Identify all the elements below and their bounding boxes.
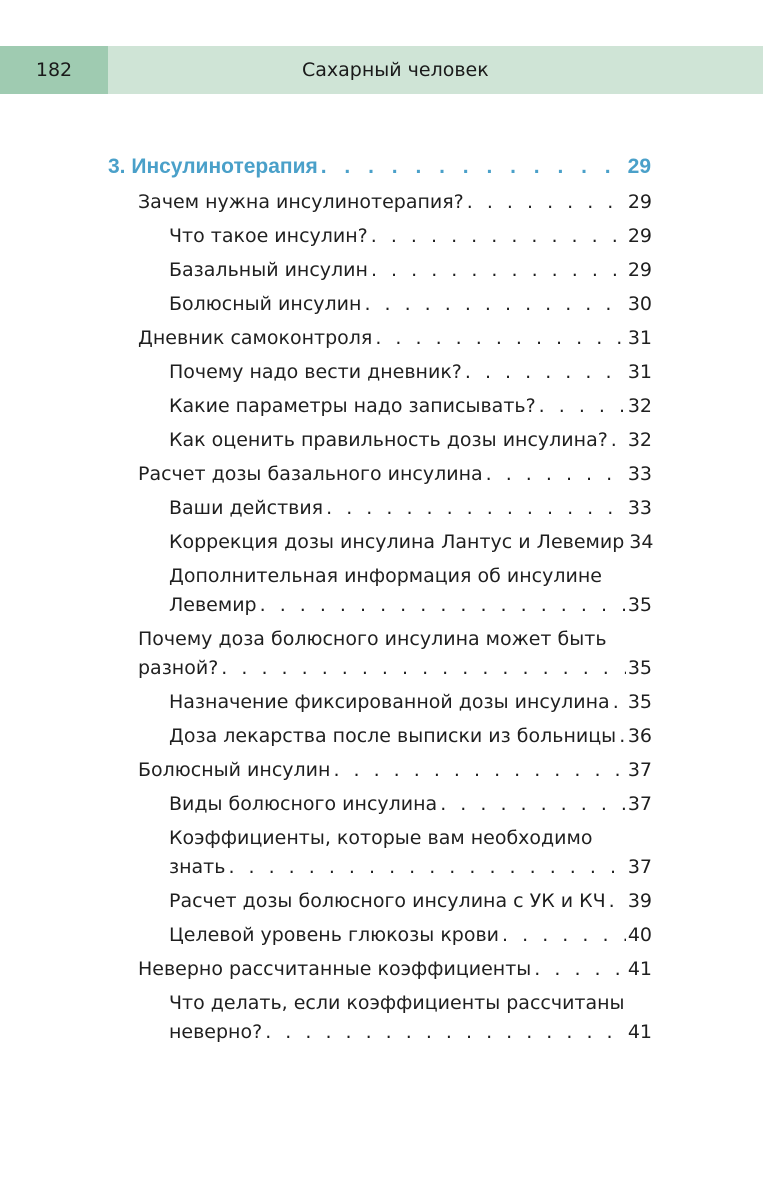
toc-entry-page: 41: [627, 958, 652, 980]
toc-entry[interactable]: [138, 460, 652, 494]
leader-dots: [330, 756, 625, 785]
toc-entry-page: 31: [627, 327, 652, 349]
toc-entry-page: 40: [627, 924, 652, 946]
toc-entry-title: Дневник самоконтроля: [138, 327, 373, 349]
toc-entry-title: Как оценить правильность дозы инсулина?: [169, 429, 608, 451]
toc-entry-page: 29: [627, 225, 652, 247]
toc-entry-page: 30: [627, 293, 652, 315]
toc-entry-page: 37: [627, 759, 652, 781]
toc-entry-title: Ваши действия: [169, 497, 324, 519]
toc-entry-page: 37: [627, 856, 652, 878]
toc-entry[interactable]: [138, 324, 652, 358]
toc-entry-page: 36: [627, 725, 652, 747]
toc-entry-title: Неверно рассчитанные коэффициенты: [138, 958, 532, 980]
toc-entry[interactable]: [169, 790, 652, 824]
toc-entry[interactable]: [169, 824, 652, 887]
toc-entry-title: Базальный инсулин: [169, 259, 368, 281]
leader-dots: [610, 688, 626, 717]
toc-entry-title: неверно?: [169, 1021, 263, 1043]
leader-dots: [323, 494, 626, 523]
toc-entry-title: Болюсный инсулин: [169, 293, 362, 315]
leader-dots: [368, 256, 626, 285]
toc-entry-page: 33: [627, 497, 652, 519]
toc-entry-title: Расчет дозы базального инсулина: [138, 463, 483, 485]
toc-entry-page: 31: [627, 361, 652, 383]
toc-entry-page: 35: [627, 691, 652, 713]
leader-dots: [531, 955, 626, 984]
table-of-contents: [0, 150, 763, 1052]
toc-entry-title: Доза лекарства после выписки из больницы: [169, 725, 617, 747]
toc-entry-page: 35: [627, 657, 652, 679]
toc-entry[interactable]: [169, 688, 652, 722]
toc-entry-title: Коррекция дозы инсулина Лантус и Левемир: [169, 531, 625, 553]
toc-entry[interactable]: [169, 290, 652, 324]
toc-entry[interactable]: [169, 989, 652, 1052]
leader-dots: [606, 887, 626, 916]
toc-entry[interactable]: [169, 722, 652, 756]
toc-chapter[interactable]: [108, 150, 651, 188]
toc-entry-page: 32: [627, 395, 652, 417]
toc-entry-page: 29: [627, 191, 652, 213]
toc-entry[interactable]: [169, 494, 652, 528]
leader-dots: [218, 654, 626, 683]
leader-dots: [483, 460, 626, 489]
toc-entry[interactable]: [169, 887, 652, 921]
toc-entry-page: 37: [627, 793, 652, 815]
toc-entry[interactable]: [169, 256, 652, 290]
toc-entry-page: 34: [629, 531, 654, 553]
leader-dots: [368, 222, 626, 251]
leader-dots: [361, 290, 625, 319]
toc-entry[interactable]: [169, 222, 652, 256]
toc-entry-title: знать: [169, 856, 226, 878]
toc-entry-title: Расчет дозы болюсного инсулина с УК и КЧ: [169, 890, 606, 912]
toc-entry-title-line: Что делать, если коэффициенты рассчитаны: [169, 992, 625, 1014]
toc-entry-title: Назначение фиксированной дозы инсулина: [169, 691, 610, 713]
toc-entry[interactable]: [169, 562, 652, 625]
toc-entry-title: Зачем нужна инсулинотерапия?: [138, 191, 464, 213]
toc-entry[interactable]: [169, 528, 652, 562]
toc-entry-title-line: Дополнительная информация об инсулине: [169, 565, 602, 587]
toc-entry[interactable]: [138, 756, 652, 790]
leader-dots: [372, 324, 625, 353]
page-number: 182: [0, 46, 108, 94]
leader-dots: [608, 426, 626, 455]
toc-entry-page: 32: [627, 429, 652, 451]
toc-entry[interactable]: [169, 921, 652, 955]
toc-entry-title: Какие параметры надо записывать?: [169, 395, 536, 417]
leader-dots: [616, 722, 626, 751]
toc-entry-page: 33: [627, 463, 652, 485]
toc-entry-title-line: Почему доза болюсного инсулина может быть: [138, 628, 607, 650]
running-header: [0, 46, 763, 94]
toc-entry[interactable]: [138, 955, 652, 989]
toc-entry-title: Виды болюсного инсулина: [169, 793, 438, 815]
toc-entry[interactable]: [138, 625, 652, 688]
leader-dots: [257, 591, 626, 620]
toc-entry-title: Что такое инсулин?: [169, 225, 368, 247]
toc-chapter-title: 3. Инсулинотерапия: [108, 155, 318, 178]
toc-entry-page: 35: [627, 594, 652, 616]
toc-entry-title: Левемир: [169, 594, 257, 616]
leader-dots: [437, 790, 626, 819]
toc-entry-title: Целевой уровень глюкозы крови: [169, 924, 500, 946]
toc-entry[interactable]: [169, 426, 652, 460]
toc-entry-page: 41: [627, 1021, 652, 1043]
toc-entry[interactable]: [169, 358, 652, 392]
leader-dots: [536, 392, 626, 421]
toc-entry-title: разной?: [138, 657, 219, 679]
leader-dots: [318, 150, 626, 184]
leader-dots: [225, 853, 625, 882]
leader-dots: [499, 921, 626, 950]
toc-entry-title: Почему надо вести дневник?: [169, 361, 462, 383]
toc-entry[interactable]: [169, 392, 652, 426]
book-title: Сахарный человек: [302, 59, 489, 81]
toc-chapter-page: 29: [627, 155, 651, 178]
leader-dots: [464, 188, 626, 217]
leader-dots: [262, 1018, 626, 1047]
toc-entry[interactable]: [138, 188, 652, 222]
leader-dots: [462, 358, 626, 387]
toc-entry-list: [0, 188, 763, 1052]
toc-entry-title-line: Коэффициенты, которые вам необходимо: [169, 827, 593, 849]
toc-entry-page: 29: [627, 259, 652, 281]
toc-entry-page: 39: [627, 890, 652, 912]
toc-entry-title: Болюсный инсулин: [138, 759, 331, 781]
